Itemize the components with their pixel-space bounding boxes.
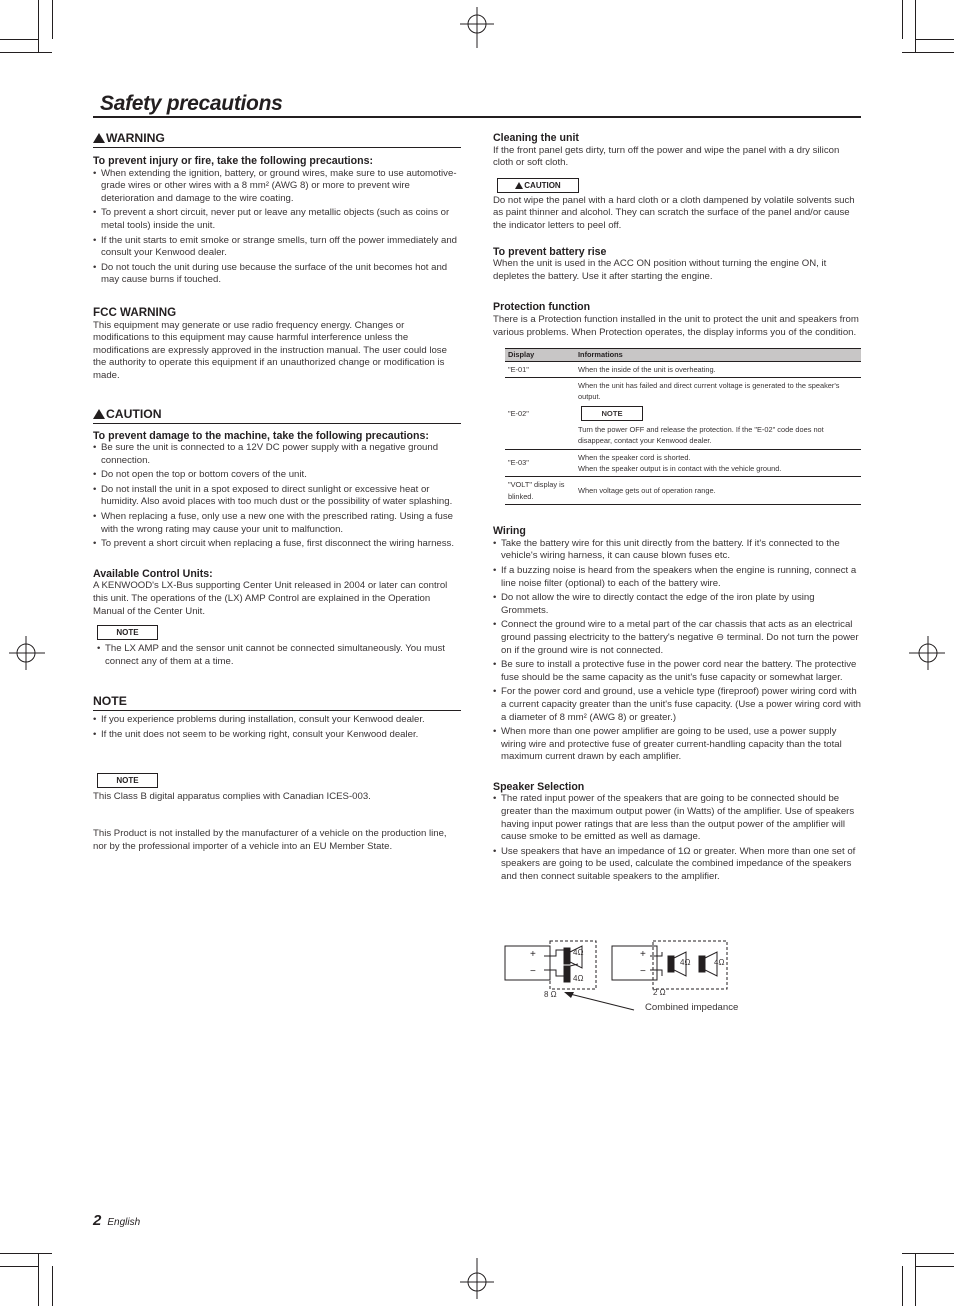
table-cell: When the inside of the unit is overheating.: [575, 361, 861, 377]
table-row: [505, 477, 861, 505]
minus-terminal: −: [640, 966, 646, 977]
list-item: • Do not install the unit in a spot exposed to direct sunlight or excessive heat or humidity. Also avoid places with too much dust or the possibility of water splashing.: [93, 484, 461, 509]
note-list: [93, 714, 461, 741]
eu-text: This Product is not installed by the manufacturer of a vehicle on the production line, nor by the professional importer of a vehicle into an EU Member State.: [93, 828, 447, 852]
table-cell: [575, 377, 861, 449]
list-item: • The LX AMP and the sensor unit cannot be connected simultaneously. You must connect any of them at a time.: [97, 643, 461, 668]
warning-icon: [93, 133, 105, 143]
list-item: • Take the battery wire for this unit directly from the battery. If it's connected to the vehicle's wiring harness, it can cause blown fuses etc.: [493, 538, 861, 563]
list-item: • To prevent a short circuit, never put or leave any metallic objects (such as coins or metal tools) inside the unit.: [93, 207, 461, 232]
cell-line: Turn the power OFF and release the protection. If the "E-02" code does not disappear, contact your Kenwood dealer.: [578, 424, 824, 446]
fcc-text: This equipment may generate or use radio frequency energy. Changes or modifications to this equipment may cause harmful interference unless the modifications are expressly approved in the instruction manual. The user could lose the authority to operate this equipment if an unauthorized change or modification is made.: [93, 319, 447, 381]
list-item: • Be sure to install a protective fuse in the power cord near the battery. The protective fuse should be the same capacity as the unit's fuse capacity or somewhat larger.: [493, 659, 861, 684]
impedance-label: 4Ω: [714, 958, 725, 967]
control-units-text: A KENWOOD's LX-Bus supporting Center Unit released in 2004 or later can control this unit. The operations of the (LX) AMP Control are explained in the Operation Manual of the Center Unit.: [93, 580, 448, 617]
list-item: • For the power cord and ground, use a vehicle type (fireproof) power wiring cord with a current capacity greater than the unit's fuse capacity. (Use a power wiring cord with a diameter of 8 mm² (AWG 8) or greater.): [493, 686, 861, 724]
page-title: Safety precautions: [100, 92, 283, 115]
caution-label: CAUTION: [497, 178, 579, 193]
table-row: [505, 377, 861, 449]
list-item: • If the unit does not seem to be working right, consult your Kenwood dealer.: [93, 729, 461, 742]
caution-icon: [93, 409, 105, 419]
right-column: [493, 132, 861, 884]
list-item: • Connect the ground wire to a metal part of the car chassis that acts as an electrical ground passing electricity to the battery's negative ⊖ terminal. Do not turn the power on if the ground wire is not connected.: [493, 619, 861, 657]
diagram-caption: Combined impedance: [645, 1002, 739, 1013]
table-row: [505, 361, 861, 377]
impedance-label: 4Ω: [573, 974, 584, 983]
table-cell: "E-03": [505, 449, 575, 477]
table-cell: "E-01": [505, 361, 575, 377]
table-cell: When voltage gets out of operation range.: [575, 477, 861, 505]
note-label: NOTE: [97, 625, 158, 640]
plus-terminal: +: [640, 949, 646, 960]
cleaning-text: If the front panel gets dirty, turn off the power and wipe the panel with a dry silicon cloth or soft cloth.: [493, 144, 840, 169]
list-item: • When extending the ignition, battery, or ground wires, make sure to use automotive-grade wires or other wires with a 8 mm² (AWG 8) or more to prevent wire deterioration and damage to the wire coating.: [93, 168, 461, 206]
table-cell: "VOLT" display is blinked.: [505, 477, 575, 505]
caution-icon: [515, 182, 523, 189]
cleaning-heading: Cleaning the unit: [493, 132, 579, 144]
combined-impedance-label: 2 Ω: [653, 988, 666, 997]
control-note-list: [97, 643, 461, 668]
list-item: • If you experience problems during installation, consult your Kenwood dealer.: [93, 714, 461, 727]
table-cell: "E-02": [505, 377, 575, 449]
list-item: • The rated input power of the speakers that are going to be connected should be greater than the maximum output power (in Watts) of the amplifier. Use of speakers having input power ratings that are less than the output power of the amplifier will cause smoke to be emitted as well as damage.: [493, 793, 861, 843]
cleaning-caution-text: Do not wipe the panel with a hard cloth or a cloth dampened by volatile solvents such as paint thinner and alcohol. They can scratch the surface of the panel and/or cause the indicator letters to peel off.: [493, 194, 855, 231]
list-item: • When replacing a fuse, only use a new one with the prescribed rating. Using a fuse with the wrong rating may cause your unit to malfunction.: [93, 511, 461, 536]
fcc-heading: FCC WARNING: [93, 305, 177, 319]
table-row: [505, 449, 861, 477]
list-item: • Do not touch the unit during use because the surface of the unit becomes hot and may cause burns if touched.: [93, 262, 461, 287]
list-item: • If a buzzing noise is heard from the speakers when the engine is running, connect a line noise filter (optional) to each of the battery wire.: [493, 565, 861, 590]
list-item: • Do not allow the wire to directly contact the edge of the iron plate by using Grommets.: [493, 592, 861, 617]
table-header: [505, 349, 861, 361]
list-item: • To prevent a short circuit when replacing a fuse, first disconnect the wiring harness.: [93, 538, 461, 551]
protection-text: There is a Protection function installed in the unit to protect the unit and speakers from various problems. When Protection operates, the display informs you of the condition.: [493, 313, 859, 338]
page-footer: [93, 1212, 140, 1229]
warning-list: [93, 168, 461, 287]
battery-heading: To prevent battery rise: [493, 245, 607, 258]
column-header: Informations: [575, 349, 861, 361]
speaker-selection-heading: Speaker Selection: [493, 780, 585, 793]
warning-subheading: To prevent injury or fire, take the following precautions:: [93, 155, 373, 167]
column-header: Display: [505, 349, 575, 361]
list-item: • Be sure the unit is connected to a 12V DC power supply with a negative ground connection.: [93, 442, 461, 467]
ices-text: This Class B digital apparatus complies with Canadian ICES-003.: [93, 790, 371, 802]
list-item: • If the unit starts to emit smoke or strange smells, turn off the power immediately and consult your Kenwood dealer.: [93, 235, 461, 260]
note-label: NOTE: [97, 773, 158, 788]
combined-impedance-label: 8 Ω: [544, 990, 557, 999]
control-units-heading: Available Control Units:: [93, 567, 213, 580]
list-item: • Use speakers that have an impedance of 1Ω or greater. When more than one set of speakers are going to be used, calculate the combined impedance of the speakers and then connect suitable speakers to the amplifier.: [493, 846, 861, 884]
cell-line: When the unit has failed and direct current voltage is generated to the speaker's output.: [578, 380, 840, 402]
page-number: 2: [93, 1212, 102, 1229]
note-label: NOTE: [581, 406, 643, 421]
note-heading: NOTE: [93, 694, 461, 711]
caution-heading: CAUTION: [93, 407, 461, 424]
protection-table: [505, 348, 861, 505]
impedance-diagram: [500, 936, 760, 1016]
list-item: • Do not open the top or bottom covers of the unit.: [93, 469, 461, 482]
title-rule: [93, 116, 861, 118]
impedance-label: 4Ω: [680, 958, 691, 967]
impedance-label: 4Ω: [573, 948, 584, 957]
minus-terminal: −: [530, 966, 536, 977]
protection-heading: Protection function: [493, 301, 591, 314]
warning-heading: WARNING: [93, 131, 461, 148]
caution-list: [93, 442, 461, 551]
list-item: • When more than one power amplifier are going to be used, use a power supply wiring wire and protective fuse of greater current-handling capacity than the total maximum current drawn by each amplifier.: [493, 726, 861, 764]
battery-text: When the unit is used in the ACC ON position without turning the engine ON, it depletes the battery. Use it after starting the engine.: [493, 258, 827, 282]
wiring-list: [493, 538, 861, 764]
cell-line: When the speaker output is in contact with the vehicle ground.: [578, 463, 782, 473]
wiring-heading: Wiring: [493, 525, 526, 538]
left-column: [93, 131, 461, 853]
speaker-list: [493, 793, 861, 883]
cell-line: When the speaker cord is shorted.: [578, 452, 691, 462]
footer-language: English: [107, 1217, 141, 1228]
plus-terminal: +: [530, 949, 536, 960]
caution-subheading: To prevent damage to the machine, take the following precautions:: [93, 429, 429, 442]
table-cell: [575, 449, 861, 477]
